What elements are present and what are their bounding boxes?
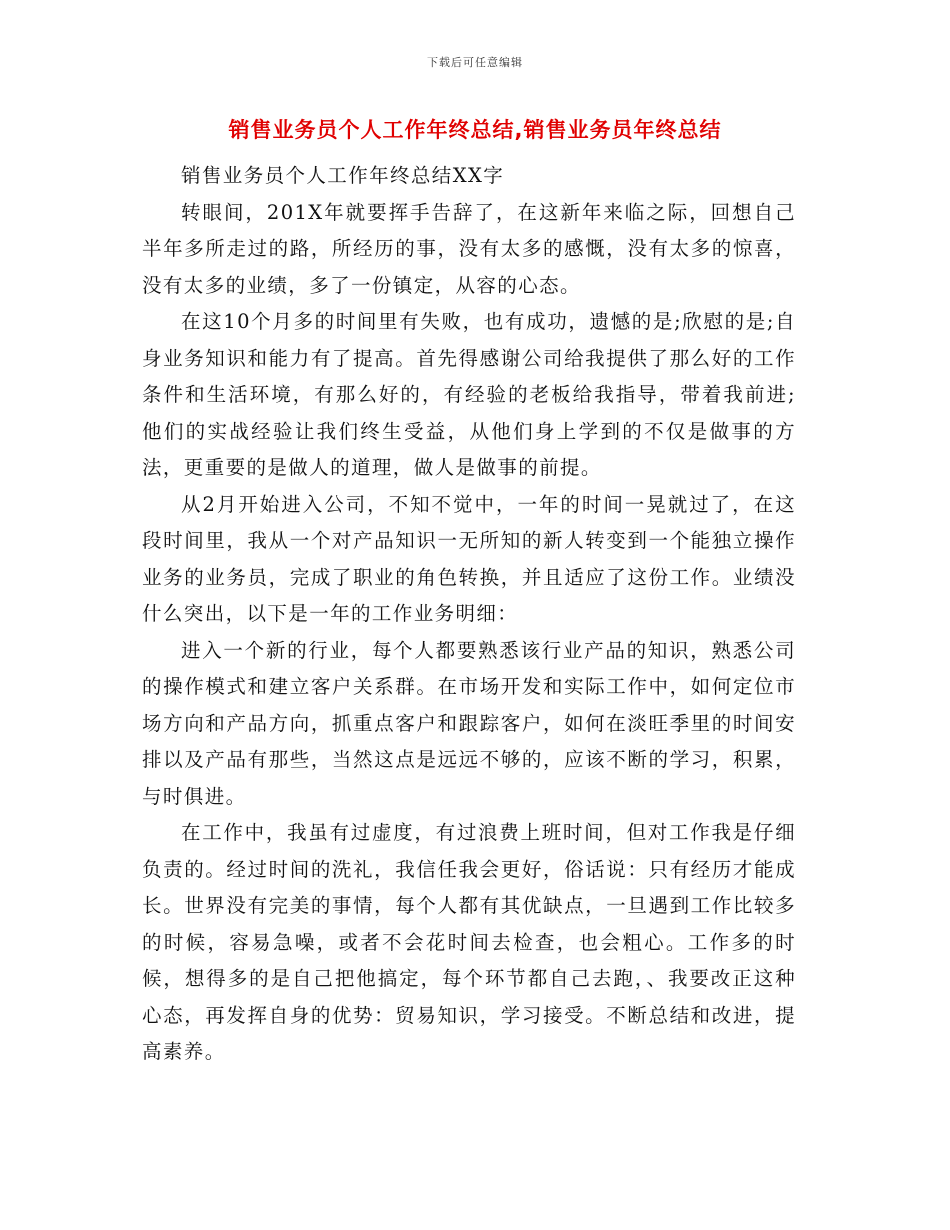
paragraph: 从2月开始进入公司，不知不觉中，一年的时间一晃就过了，在这段时间里，我从一个对产品知识一无所知的新人转变到一个能独立操作业务的业务员，完成了职业的角色转换，并且适应了这份工作。业绩没什么突出，以下是一年的工作业务明细： [142,492,796,625]
paragraph: 在这10个月多的时间里有失败，也有成功，遗憾的是;欣慰的是;自身业务知识和能力有了提高。首先得感谢公司给我提供了那么好的工作条件和生活环境，有那么好的，有经验的老板给我指导，带着我前进;他们的实战经验让我们终生受益，从他们身上学到的不仅是做事的方法，更重要的是做人的道理，做人是做事的前提。 [142,310,796,479]
document-body [142,158,796,1071]
paragraph: 在工作中，我虽有过虚度，有过浪费上班时间，但对工作我是仔细负责的。经过时间的洗礼，我信任我会更好，俗话说：只有经历才能成长。世界没有完美的事情，每个人都有其优缺点，一旦遇到工作比较多的时候，容易急噪，或者不会花时间去检查，也会粗心。工作多的时候，想得多的是自己把他搞定，每个环节都自己去跑，、我要改正这种心态，再发挥自身的优势：贸易知识，学习接受。不断总结和改进，提高素养。 [142,821,796,1063]
document-title: 销售业务员个人工作年终总结,销售业务员年终总结 [228,118,722,142]
paragraph: 进入一个新的行业，每个人都要熟悉该行业产品的知识，熟悉公司的操作模式和建立客户关系群。在市场开发和实际工作中，如何定位市场方向和产品方向，抓重点客户和跟踪客户，如何在淡旺季里的时间安排以及产品有那些，当然这点是远远不够的，应该不断的学习，积累，与时俱进。 [142,638,796,808]
header-note: 下载后可任意编辑 [427,56,523,69]
paragraph-subtitle: 销售业务员个人工作年终总结XX字 [181,164,505,187]
paragraph: 转眼间，201X年就要挥手告辞了，在这新年来临之际，回想自己半年多所走过的路，所经历的事，没有太多的感慨，没有太多的惊喜，没有太多的业绩，多了一份镇定，从容的心态。 [142,200,796,297]
